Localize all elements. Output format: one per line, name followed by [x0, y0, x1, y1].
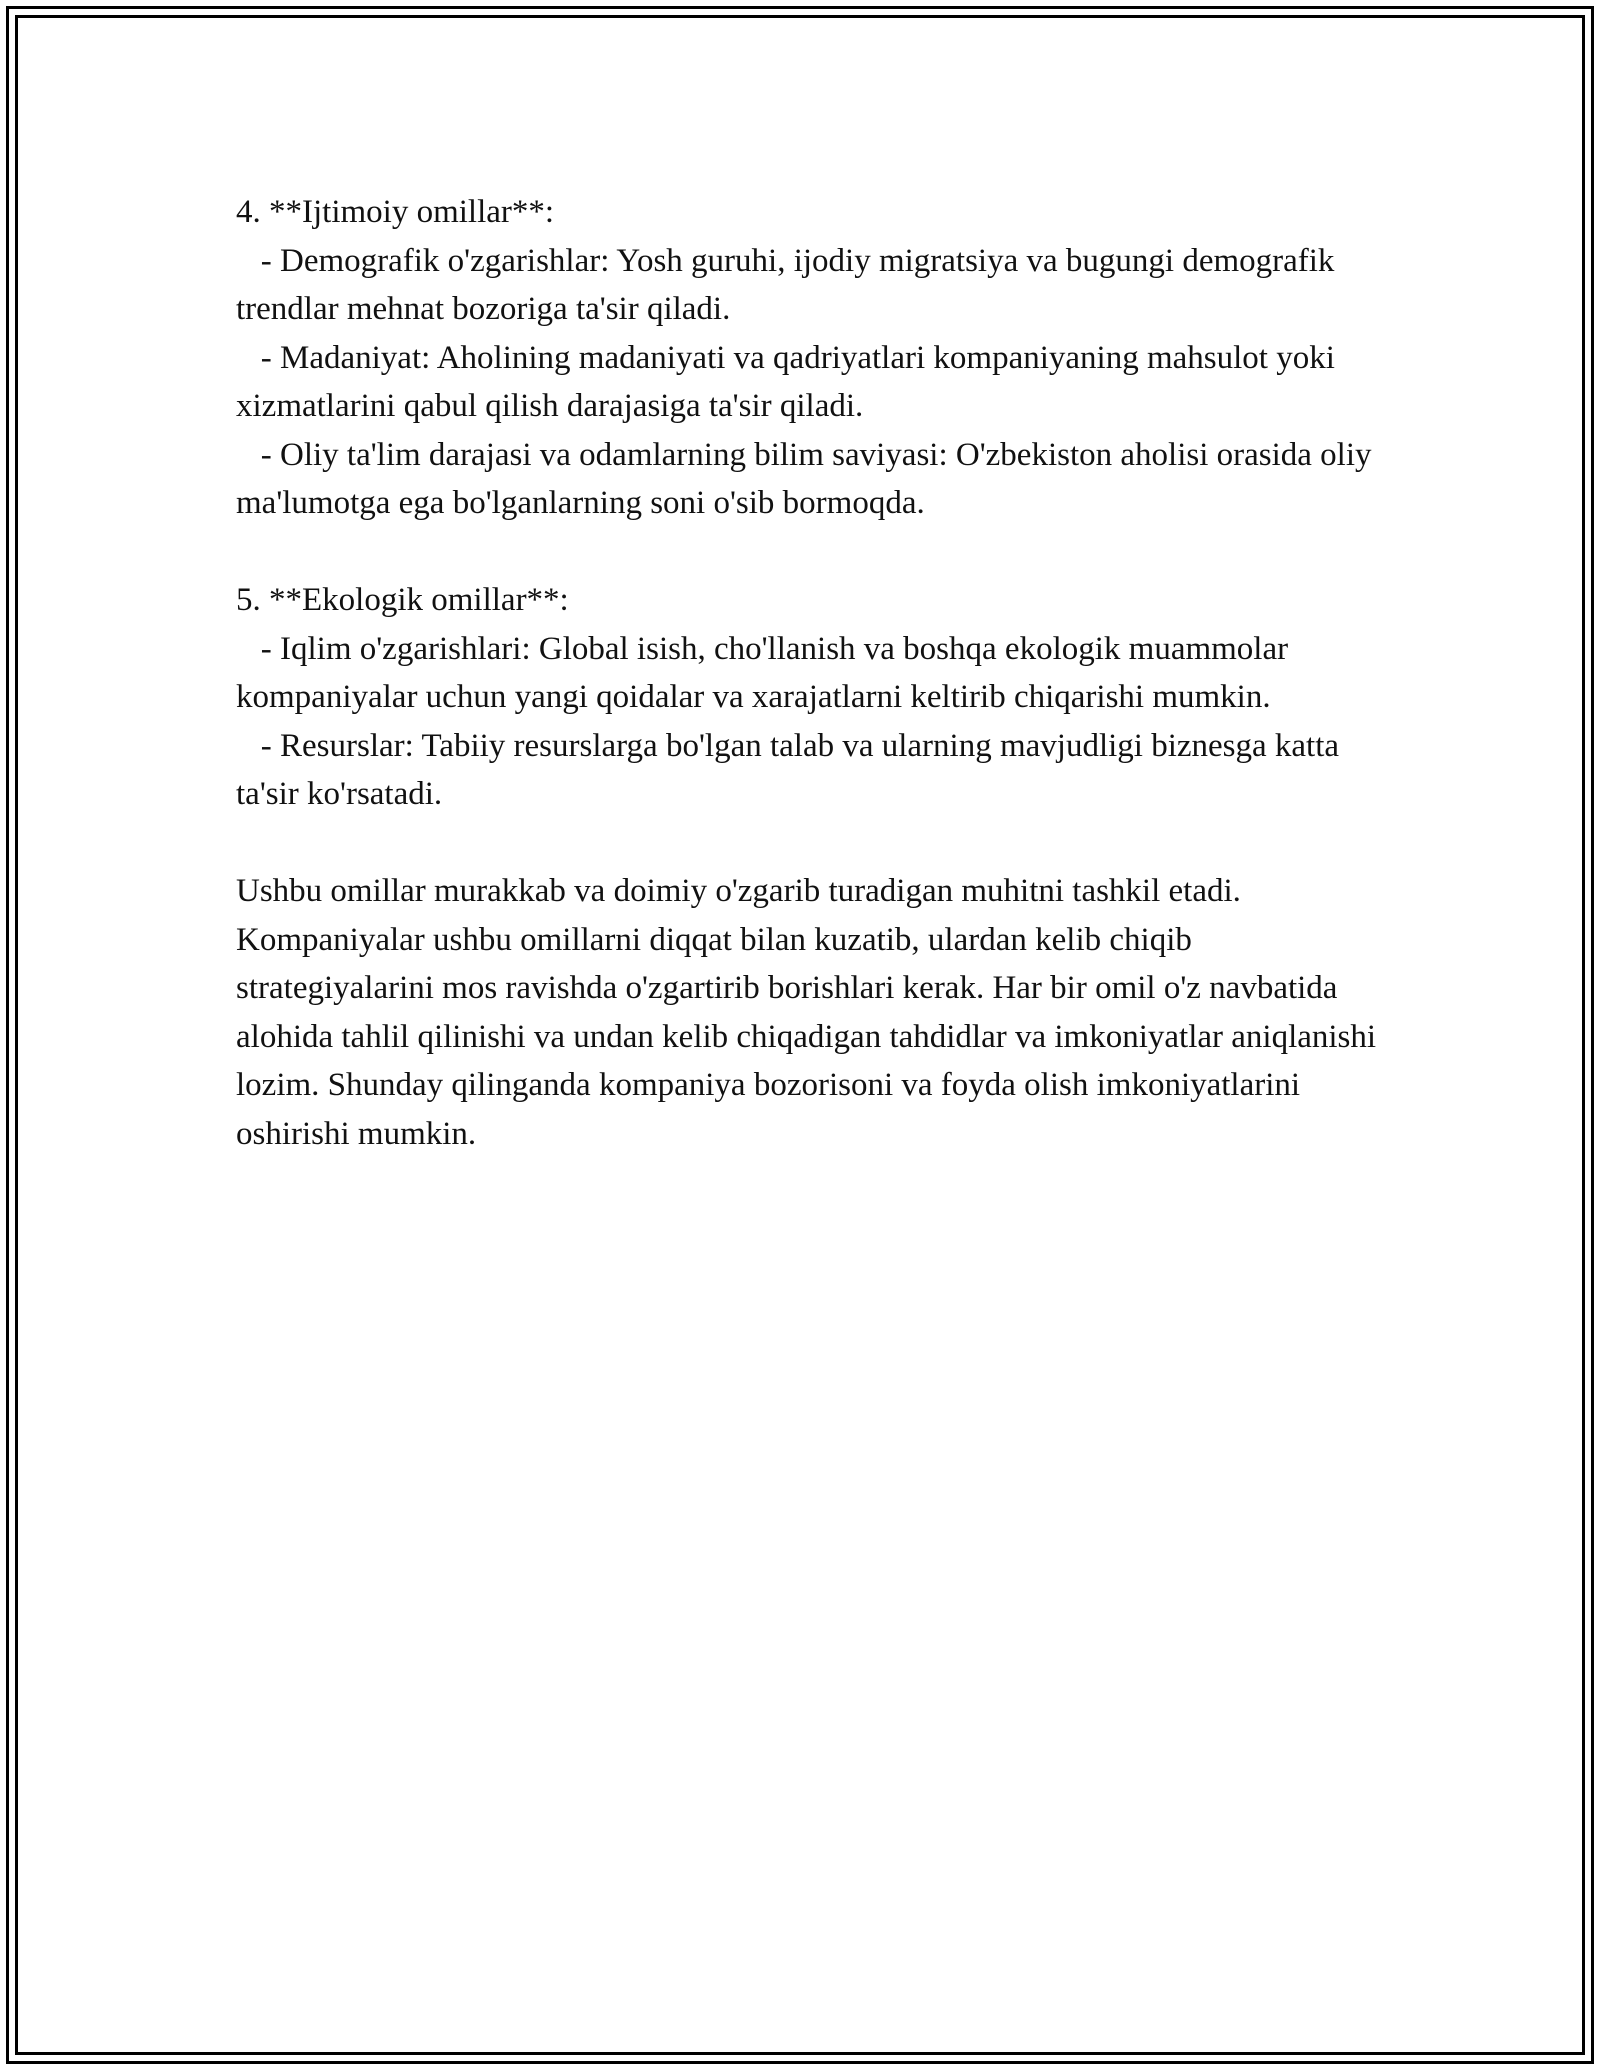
- section-title: 4. **Ijtimoiy omillar**:: [236, 194, 555, 230]
- bullet-culture: - Madaniyat: Aholining madaniyati va qadriyatlari kompaniyaning mahsulot yoki xizmatlarini qabul qilish darajasiga ta'sir qiladi.: [236, 339, 1344, 424]
- section-social-factors: [236, 188, 1396, 528]
- bullet-higher-education: - Oliy ta'lim darajasi va odamlarning bilim saviyasi: O'zbekiston aholisi orasida oliy ma'lumotga ega bo'lganlarning soni o'sib bormoqda.: [236, 436, 1380, 521]
- bullet-resources: - Resurslar: Tabiiy resurslarga bo'lgan talab va ularning mavjudligi biznesga katta ta'sir ko'rsatadi.: [236, 727, 1348, 812]
- document-content: [236, 188, 1396, 1158]
- bullet-climate-change: - Iqlim o'zgarishlari: Global isish, cho'llanish va boshqa ekologik muammolar kompaniyalar uchun yangi qoidalar va xarajatlarni keltirib chiqarishi mumkin.: [236, 630, 1297, 715]
- section-ecological-factors: [236, 576, 1396, 819]
- conclusion-paragraph: Ushbu omillar murakkab va doimiy o'zgarib turadigan muhitni tashkil etadi. Kompaniyalar ushbu omillarni diqqat bilan kuzatib, ulardan kelib chiqib strategiyalarini mos ravishda o'zgartirib borishlari kerak. Har bir omil o'z navbatida alohida tahlil qilinishi va undan kelib chiqadigan tahdidlar va imkoniyatlar aniqlanishi lozim. Shunday qilinganda kompaniya bozorisoni va foyda olish imkoniyatlarini oshirishi mumkin.: [236, 873, 1377, 1152]
- bullet-demographic-changes: - Demografik o'zgarishlar: Yosh guruhi, ijodiy migratsiya va bugungi demografik trendlar mehnat bozoriga ta'sir qiladi.: [236, 242, 1343, 327]
- section-title: 5. **Ekologik omillar**:: [236, 582, 569, 618]
